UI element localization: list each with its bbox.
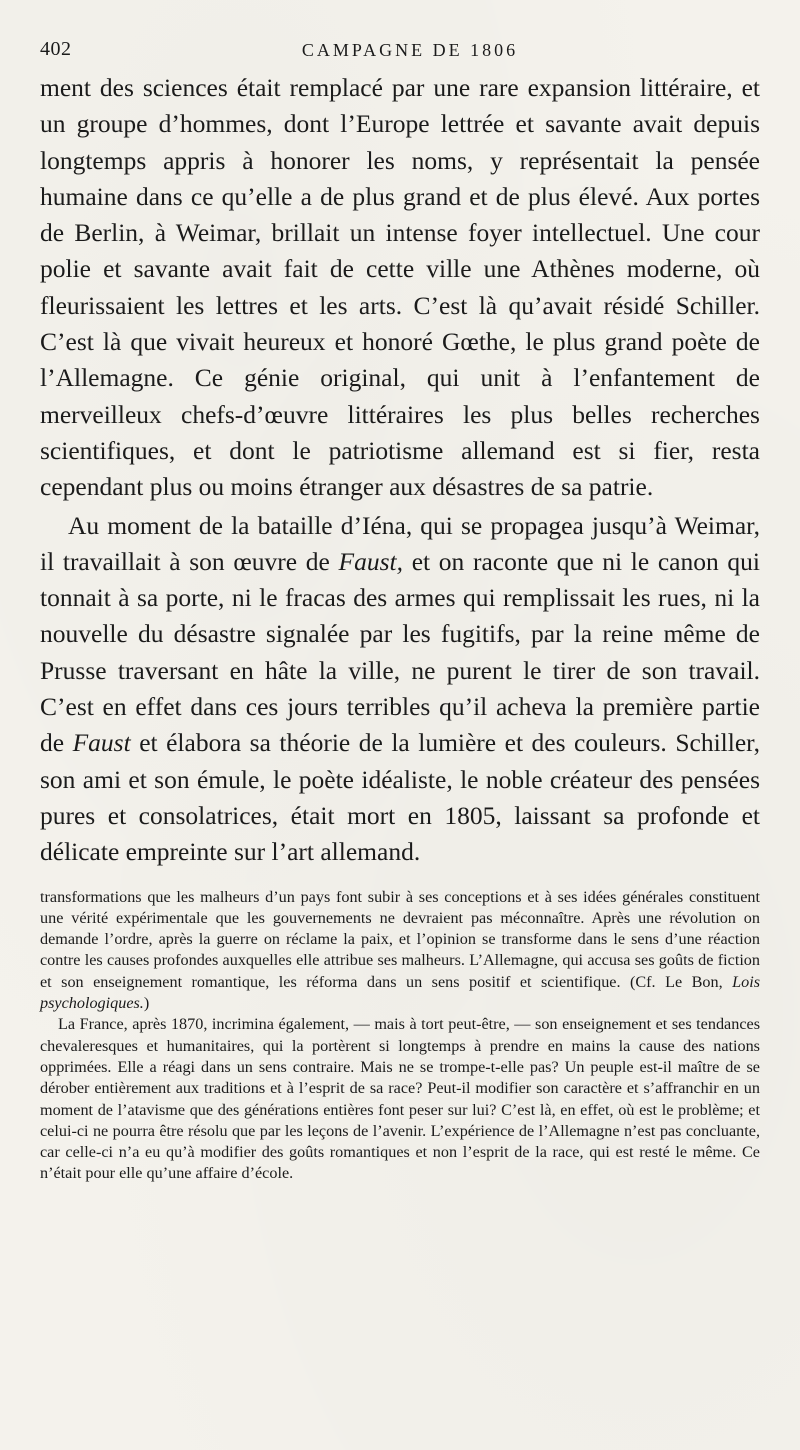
faust-title-1: Faust, [338, 546, 404, 576]
main-paragraph-1: ment des sciences était remplacé par une rare expansion littéraire, et un groupe d’hommes, dont l’Europe lettrée et savante avait depuis longtemps appris à honorer les noms, y représentait la pensée humaine dans ce qu’elle a de plus grand et de plus élevé. Aux portes de Berlin, à Weimar, brillait un intense foyer intellectuel. Une cour polie et savante avait fait de cette ville une Athènes moderne, où fleurissaient les lettres et les arts. C’est là qu’avait résidé Schiller. C’est là que vivait heureux et honoré Gœthe, le plus grand poète de l’Allemagne. Ce génie original, qui unit à l’enfantement de merveilleux chefs-d’œuvre littéraires les plus belles recherches scientifiques, et dont le patriotisme allemand est si fier, resta cependant plus ou moins étranger aux désastres de sa patrie. [40, 73, 760, 502]
main-paragraph-2-text-a: Au moment de la bataille d’Iéna, qui se propagea jusqu’à Weimar, il travaillait à son œuvre de [40, 510, 760, 576]
page-header [40, 28, 760, 70]
faust-title-2: Faust [72, 728, 131, 758]
footnote-paragraph-1 [40, 887, 760, 1015]
main-paragraph-2 [40, 508, 760, 871]
main-paragraph-2-text-c: et élabora sa théorie de la lumière et des couleurs. Schiller, son ami et son émule, le poète idéaliste, le noble créateur des pensées pures et consolatrices, était mort en 1805, laissant sa profonde et délicate empreinte sur l’art allemand. [40, 728, 760, 867]
footnote-paragraph-2: La France, après 1870, incrimina également, — mais à tort peut-être, — son enseignement et ses tendances chevaleresques et humanitaires, qui la portèrent si longtemps à prendre en mains la cause des nations opprimées. Elle a réagi dans un sens contraire. Mais ne se trompe-t-elle pas? Un peuple est-il maître de se dérober entièrement aux traditions et à l’esprit de sa race? Peut-il modifier son caractère et s’affranchir en un moment de l’atavisme que des générations entières font peser sur lui? C’est là, en effet, où est le problème; et celui-ci ne pourra être résolu que par les leçons de l’avenir. L’expérience de l’Allemagne n’est pas concluante, car celle-ci n’a eu qu’à modifier des goûts romantiques et non l’esprit de la race, qui est resté le même. Ce n’était pour elle qu’une affaire d’école. [40, 1015, 760, 1183]
footnotes [40, 887, 760, 1185]
lois-psychologiques-title: Lois psychologiques. [40, 972, 760, 1013]
footnote-paragraph-1-text-a: transformations que les malheurs d’un pays font subir à ses conceptions et à ses idées générales constituent une vérité expérimentale que les gouvernements ne devraient pas méconnaître. Après une révolution on demande l’ordre, après la guerre on réclame la paix, et l’opinion se transforme dans le sens d’une réaction contre les causes profondes auxquelles elle attribue ses malheurs. L’Allemagne, qui accusa ses goûts de fiction et son enseignement romantique, les réforma dans un sens positif et scientifique. (Cf. Le Bon, [40, 887, 760, 991]
page-number: 402 [40, 38, 72, 60]
main-text [40, 70, 760, 871]
main-paragraph-2-text-b: et on raconte que ni le canon qui tonnait à sa porte, ni le fracas des armes qui remplissait les rues, ni la nouvelle du désastre signalée par les fugitifs, par la reine même de Prusse traversant en hâte la ville, ne purent le tirer de son travail. C’est en effet dans ces jours terribles qu’il acheva la première partie de [40, 546, 760, 758]
running-title: CAMPAGNE DE 1806 [301, 40, 519, 60]
footnote-paragraph-1-text-b: ) [143, 994, 150, 1013]
